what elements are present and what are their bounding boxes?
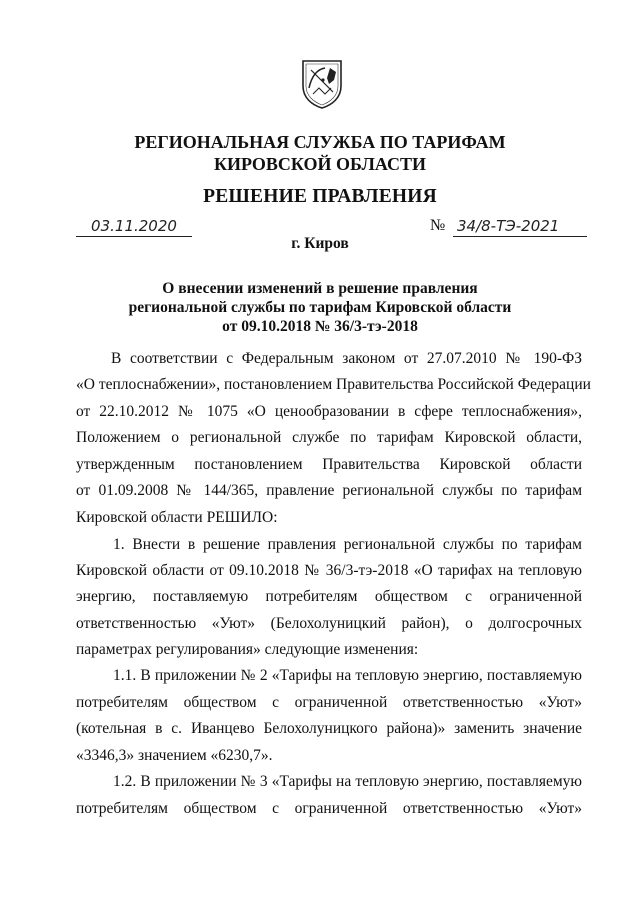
subject-line: от 09.10.2018 № 36/3-тэ-2018 [222,318,418,335]
body-line: от 22.10.2012 № 1075 «О ценообразовании в сфере теплоснабжения», [76,403,582,420]
body-line: (котельная в с. Иванцево Белохолуницкого района)» заменить значение [76,720,582,737]
body-line: потребителям обществом с ограниченной ответственностью «Уют» [76,800,582,817]
subject-line: О внесении изменений в решение правления [162,280,478,297]
body-line: Кировской области РЕШИЛО: [76,509,278,526]
org-name-line2: КИРОВСКОЙ ОБЛАСТИ [213,154,427,174]
org-name-line1: РЕГИОНАЛЬНАЯ СЛУЖБА ПО ТАРИФАМ [134,132,506,152]
body-line: Кировской области от 09.10.2018 № 36/3-тэ-2018 «О тарифах на тепловую [76,562,582,579]
decision-number: 34/8-ТЭ-2021 [453,214,587,237]
document-title: РЕШЕНИЕ ПРАВЛЕНИЯ [203,186,437,207]
body-line: «3346,3» значением «6230,7». [76,747,273,764]
body-line: 1. Внести в решение правления региональной службы по тарифам [113,536,582,553]
body-line: от 01.09.2008 № 144/365, правление региональной службы по тарифам [76,482,582,499]
decision-date: 03.11.2020 [76,214,192,237]
body-line: энергию, поставляемую потребителям обществом с ограниченной [76,588,582,605]
body-line: 1.1. В приложении № 2 «Тарифы на тепловую энергию, поставляемую [113,667,582,684]
body-line: 1.2. В приложении № 3 «Тарифы на тепловую энергию, поставляемую [113,773,582,790]
body-line: В соответствии с Федеральным законом от 27.07.2010 № 190-ФЗ [111,350,582,367]
body-line: Положением о региональной службе по тарифам Кировской области, [76,429,582,446]
body-line: утвержденным постановлением Правительства Кировской области [76,456,582,473]
body-line: потребителям обществом с ограниченной ответственностью «Уют» [76,694,582,711]
body-line: ответственностью «Уют» (Белохолуницкий район), о долгосрочных [76,615,582,632]
city: г. Киров [291,235,349,252]
body-line: «О теплоснабжении», постановлением Правительства Российской Федерации [76,376,591,393]
subject-line: региональной службы по тарифам Кировской области [128,299,512,316]
coat-of-arms-icon [299,58,345,110]
body-line: параметрах регулирования» следующие изменения: [76,641,419,658]
number-sign: № [430,217,446,234]
